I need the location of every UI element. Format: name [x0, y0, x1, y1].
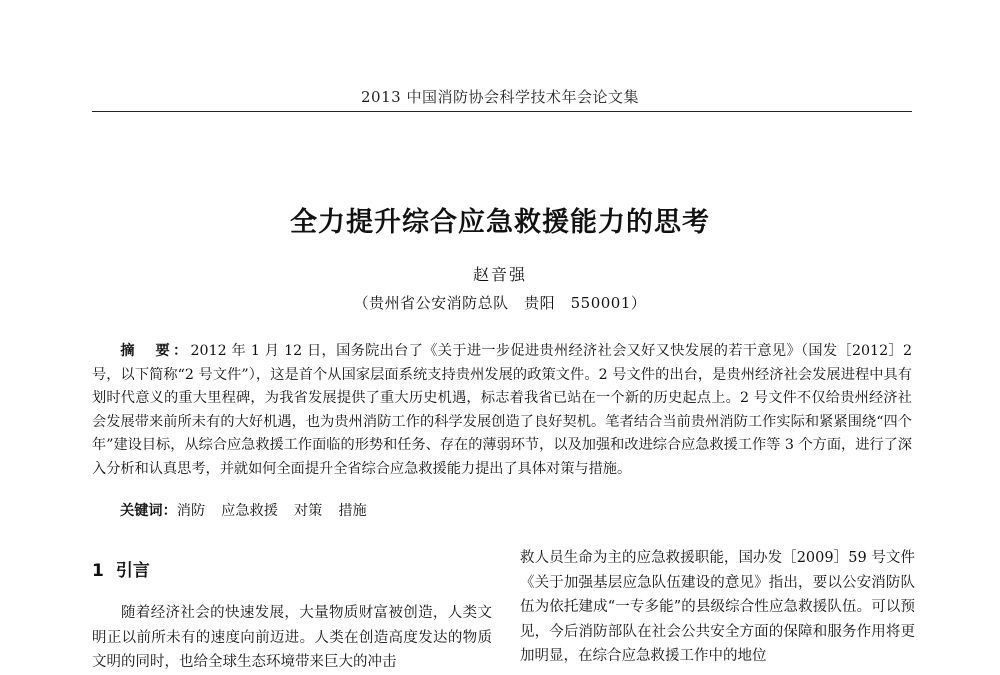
- abstract-text: 2012 年 1 月 12 日，国务院出台了《关于进一步促进贵州经济社会又好又快发展的若干意见》（国发［2012］2 号，以下简称“2 号文件”），这是首个从国家层面系统支持贵州发展的政策文件。2 号文件的出台，是贵州经济社会发展进程中具有划时代意义的重大里程碑，为我省发展提供了重大历史机遇，标志着我省已站在一个新的历史起点上。2 号文件不仅给贵州经济社会发展带来前所未有的大好机遇，也为贵州消防工作的科学发展创造了良好契机。笔者结合当前贵州消防工作实际和紧紧围绕“四个年”建设目标，从综合应急救援工作面临的形势和任务、存在的薄弱环节，以及加强和改进综合应急救援工作等 3 个方面，进行了深入分析和认真思考，并就如何全面提升全省综合应急救援能力提出了具体对策与措施。: [92, 343, 912, 477]
- section-heading: [92, 556, 492, 581]
- article-title: 全力提升综合应急救援能力的思考: [290, 207, 710, 238]
- left-column: [92, 556, 492, 675]
- running-header: 2013 中国消防协会科学技术年会论文集: [361, 88, 639, 106]
- header-rule: [92, 111, 912, 112]
- keywords-label: 关键词：: [120, 503, 177, 519]
- abstract: [92, 340, 912, 481]
- body-paragraph: 随着经济社会的快速发展，大量物质财富被创造，人类文明正以前所未有的速度向前迈进。人类在创造高度发达的物质文明的同时，也给全球生态环境带来巨大的冲击: [92, 605, 492, 670]
- author-affiliation: （贵州省公安消防总队 贵阳 550001）: [353, 294, 647, 312]
- keyword: 应急救援: [221, 503, 278, 519]
- keyword: 措施: [338, 503, 367, 519]
- keyword: 消防: [176, 503, 206, 519]
- abstract-label: 摘 要：: [120, 343, 191, 359]
- right-column: [520, 546, 915, 669]
- body-paragraph-continued: 救人员生命为主的应急救援职能，国办发［2009］59 号文件《关于加强基层应急队伍建设的意见》指出，要以公安消防队伍为依托建成“一专多能”的县级综合性应急救援队伍。可以预见，今后消防部队在社会公共安全方面的保障和服务作用将更加明显，在综合应急救援工作中的地位: [520, 550, 915, 664]
- keywords: [120, 500, 383, 520]
- author-name: 赵音强: [472, 265, 527, 284]
- section-number: 1: [92, 561, 104, 581]
- keyword: 对策: [293, 503, 323, 519]
- section-title: 引言: [115, 561, 150, 581]
